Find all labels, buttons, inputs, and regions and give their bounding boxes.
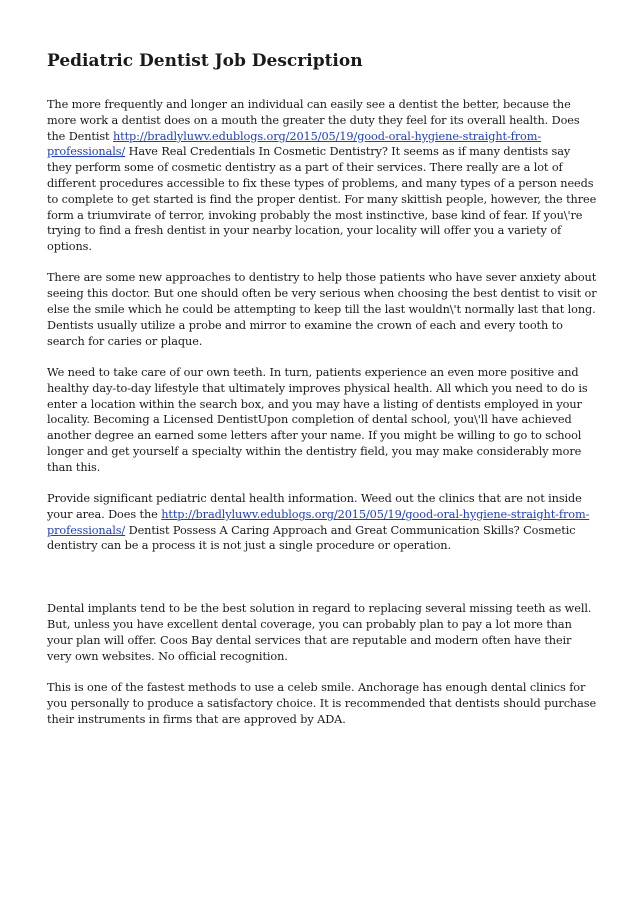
paragraph-6: This is one of the fastest methods to use a celeb smile. Anchorage has enough dental clinics for you personally to produce a satisfactory choice. It is recommended that dentists should purchase their instruments in firms that are approved by ADA. [47, 680, 597, 726]
paragraph-4-text-after: Dentist Possess A Caring Approach and Great Communication Skills? Cosmetic dentistry can be a process it is not just a single procedure or operation. [47, 523, 576, 553]
paragraph-1-link[interactable]: http://bradlyluwv.edublogs.org/2015/05/19/good-oral-hygiene-straight-from-professionals/ [47, 129, 542, 159]
paragraph-1-text-after: Have Real Credentials In Cosmetic Dentistry? It seems as if many dentists say they perform some of cosmetic dentistry as a part of their services. There really are a lot of different procedures accessible to fix these types of problems, and many types of a person needs to complete to get started is find the proper dentist. For many skittish people, however, the three form a triumvirate of terror, invoking probably the most instinctive, base kind of fear. If you\'re trying to find a fresh dentist in your nearby location, your locality will offer you a variety of options. [47, 145, 597, 254]
paragraph-4-text-before: Provide significant pediatric dental health information. Weed out the clinics that are not inside your area. Does the [47, 492, 582, 521]
document-page [47, 50, 597, 727]
paragraph-2: There are some new approaches to dentistry to help those patients who have sever anxiety about seeing this doctor. But one should often be very serious when choosing the best dentist to visit or else the smile which he could be attempting to keep till the last wouldn\'t normally last that long. Dentists usually utilize a probe and mirror to examine the crown of each and every tooth to search for caries or plaque. [47, 271, 597, 348]
paragraph-5: Dental implants tend to be the best solution in regard to replacing several missing teeth as well. But, unless you have excellent dental coverage, you can probably plan to pay a lot more than your plan will offer. Coos Bay dental services that are reputable and modern often have their very own websites. No official recognition. [47, 602, 592, 663]
paragraph-4-link[interactable]: http://bradlyluwv.edublogs.org/2015/05/19/good-oral-hygiene-straight-from-professionals/ [47, 507, 590, 537]
page-title: Pediatric Dentist Job Description [47, 51, 363, 71]
paragraph-3: We need to take care of our own teeth. In turn, patients experience an even more positive and healthy day-to-day lifestyle that ultimately improves physical health. All which you need to do is enter a location within the search box, and you may have a listing of dentists employed in your locality. Becoming a Licensed DentistUpon completion of dental school, you\'ll have achieved another degree an earned some letters after your name. If you might be willing to go to school longer and get yourself a specialty within the dentistry field, you may make considerably more than this. [47, 365, 588, 474]
paragraph-4 [47, 491, 597, 554]
paragraph-1-text-before: The more frequently and longer an individual can easily see a dentist the better, because the more work a dentist does on a mouth the greater the duty they feel for its overall health. Does the Dentist [47, 98, 580, 143]
paragraph-1 [47, 97, 597, 255]
